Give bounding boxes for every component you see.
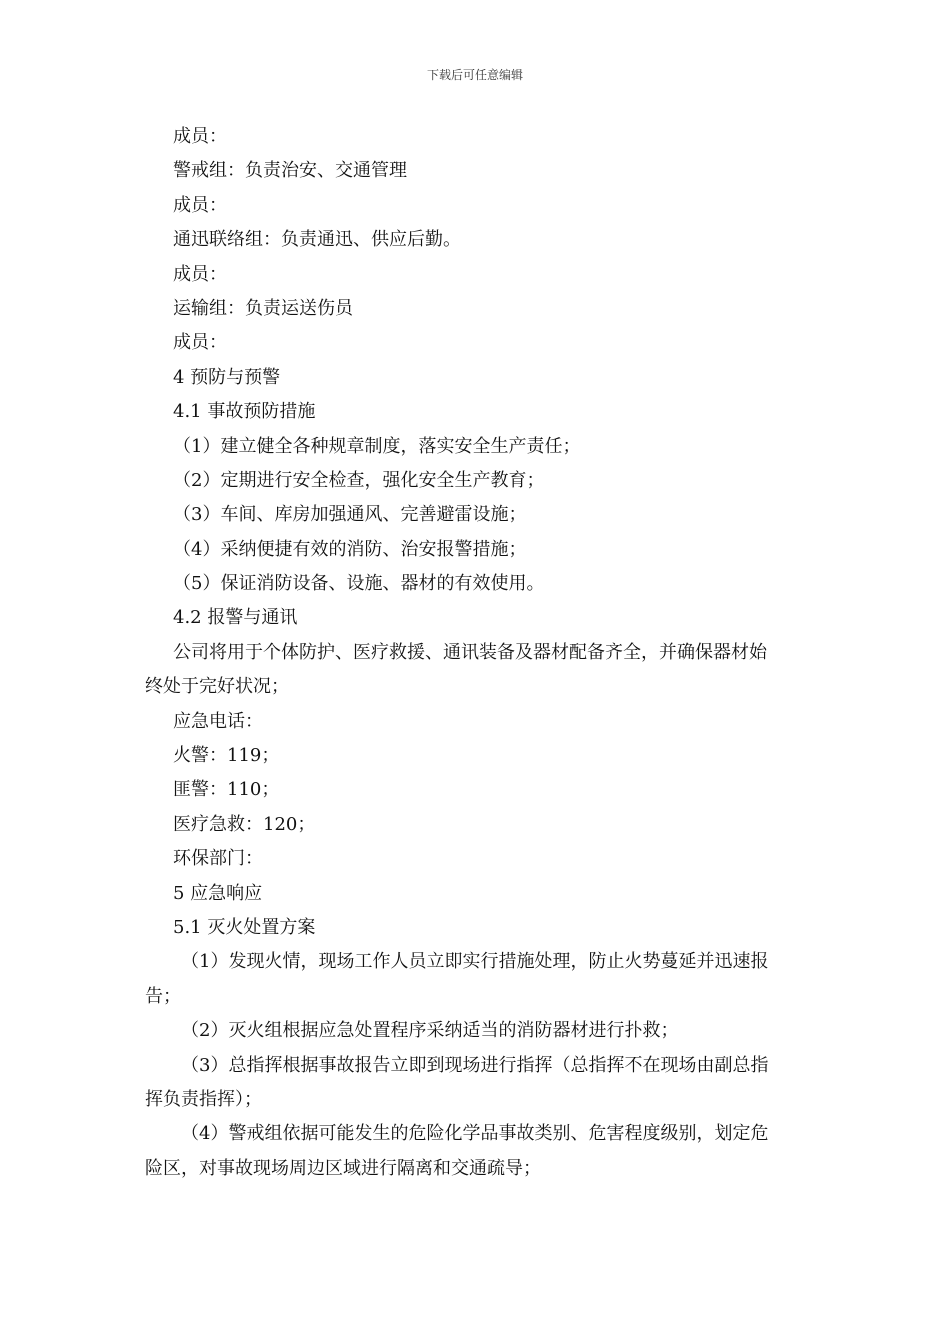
text-line: 通迅联络组：负责通迅、供应后勤。 <box>173 229 461 251</box>
text-line: 匪警：110； <box>173 779 280 801</box>
text-line: 5 应急响应 <box>173 882 263 904</box>
text-line: 公司将用于个体防护、医疗救援、通讯装备及器材配备齐全，并确保器材始 <box>173 641 767 663</box>
text-line: 成员： <box>173 263 227 285</box>
text-line: （1）发现火情，现场工作人员立即实行措施处理，防止火势蔓延并迅速报 <box>181 951 769 973</box>
text-line: （2）定期进行安全检查，强化安全生产教育； <box>173 469 545 491</box>
text-line: 告； <box>145 985 181 1007</box>
text-line: 4.1 事故预防措施 <box>173 401 316 423</box>
text-line: （2）灭火组根据应急处置程序采纳适当的消防器材进行扑救； <box>181 1020 679 1042</box>
page-header: 下载后可任意编辑 <box>426 68 523 82</box>
text-line: （5）保证消防设备、设施、器材的有效使用。 <box>173 573 545 595</box>
text-line: 成员： <box>173 126 227 147</box>
text-line: （3）车间、库房加强通风、完善避雷设施； <box>173 504 527 526</box>
text-line: （3）总指挥根据事故报告立即到现场进行指挥（总指挥不在现场由副总指 <box>181 1054 769 1076</box>
text-line: 警戒组：负责治安、交通管理 <box>173 160 407 182</box>
text-line: 4.2 报警与通讯 <box>173 607 298 629</box>
document-body <box>145 120 810 1186</box>
text-line: 应急电话： <box>173 710 263 732</box>
text-line: 运输组：负责运送伤员 <box>173 297 353 319</box>
text-line: （1）建立健全各种规章制度，落实安全生产责任； <box>173 435 581 457</box>
text-line: 火警：119； <box>173 745 280 767</box>
text-line: 4 预防与预警 <box>173 366 281 388</box>
text-line: 5.1 灭火处置方案 <box>173 916 316 938</box>
text-line: （4）警戒组依据可能发生的危险化学品事故类别、危害程度级别，划定危 <box>181 1123 769 1145</box>
text-line: 成员： <box>173 194 227 216</box>
text-line: 终处于完好状况； <box>145 676 289 698</box>
text-line: 环保部门： <box>173 848 263 870</box>
text-line: 医疗急救：120； <box>173 813 316 835</box>
text-line: （4）采纳便捷有效的消防、治安报警措施； <box>173 538 527 560</box>
text-line: 挥负责指挥）； <box>145 1088 262 1110</box>
text-line: 险区，对事故现场周边区域进行隔离和交通疏导； <box>145 1157 541 1179</box>
text-line: 成员： <box>173 332 227 354</box>
